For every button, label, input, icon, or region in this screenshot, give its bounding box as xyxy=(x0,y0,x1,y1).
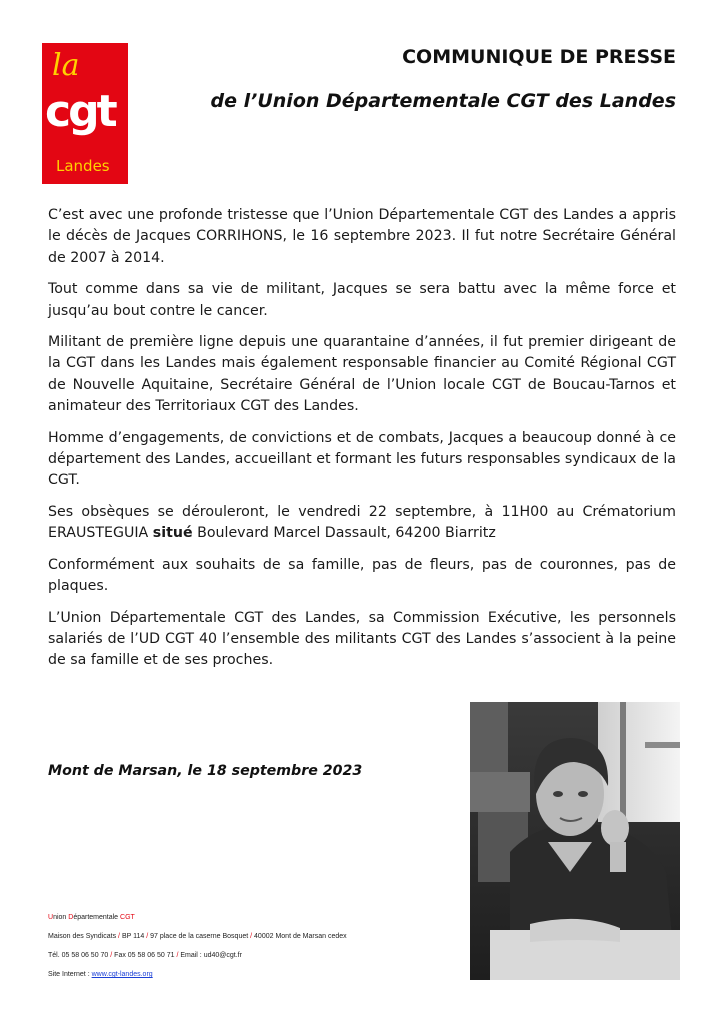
logo-landes-text: Landes xyxy=(56,157,110,175)
footer-website-line xyxy=(48,965,347,984)
funeral-text-a: Ses obsèques se dérouleront, le vendredi 22 septembre, à 11H00 au Crématorium ERAUSTEGUIA xyxy=(48,503,676,542)
org-cgt: CGT xyxy=(120,914,135,921)
website-label: Site Internet : xyxy=(48,971,92,978)
funeral-text-bold: situé xyxy=(152,525,193,542)
paragraph-condolences: L’Union Départementale CGT des Landes, sa Commission Exécutive, les personnels salariés de l’UD CGT 40 l’ensemble des militants CGT des Landes s’associent à la peine de sa famille et de ses proches. xyxy=(48,609,676,669)
separator: / xyxy=(176,952,179,959)
page-subtitle: de l’Union Départementale CGT des Landes xyxy=(210,90,676,112)
logo-cgt-text: cgt xyxy=(45,86,115,137)
org-initial-d: D xyxy=(68,914,74,921)
org-initial-u: U xyxy=(48,914,54,921)
dateline: Mont de Marsan, le 18 septembre 2023 xyxy=(48,763,363,779)
letterhead-footer xyxy=(48,908,347,984)
org-text-2: épartementale xyxy=(73,914,121,921)
address-part-1: Maison des Syndicats xyxy=(48,933,119,940)
separator: / xyxy=(146,933,149,940)
fax: Fax 05 58 06 50 71 xyxy=(112,952,177,959)
org-text-1: nion xyxy=(53,914,69,921)
paragraph-illness: Tout comme dans sa vie de militant, Jacques se sera battu avec la même force et jusqu’au bout contre le cancer. xyxy=(48,281,676,319)
telephone: Tél. 05 58 06 50 70 xyxy=(48,952,111,959)
separator: / xyxy=(110,952,113,959)
paragraph-announcement: C’est avec une profonde tristesse que l’Union Départementale CGT des Landes a appris le décès de Jacques CORRIHONS, le 16 septembre 2023. Il fut notre Secrétaire Général de 2007 à 2014. xyxy=(48,207,676,266)
footer-address-line xyxy=(48,927,347,946)
paragraph-career: Militant de première ligne depuis une quarantaine d’années, il fut premier dirigeant de la CGT dans les Landes mais également responsable financier au Comité Régional CGT de Nouvelle Aquitaine, Secrétaire Général de l’Union locale CGT de Boucau-Tarnos et animateur des Territoriaux CGT des Landes. xyxy=(48,334,676,415)
paragraph-wishes: Conformément aux souhaits de sa famille, pas de fleurs, pas de couronnes, pas de plaques. xyxy=(48,556,676,595)
cgt-landes-logo xyxy=(42,43,128,184)
press-release-body xyxy=(48,205,676,682)
website-link[interactable]: www.cgt-landes.org xyxy=(91,971,153,978)
address-part-2: BP 114 xyxy=(120,933,147,940)
address-part-3: 97 place de la caserne Bosquet xyxy=(148,933,251,940)
separator: / xyxy=(118,933,120,940)
address-part-4: 40002 Mont de Marsan cedex xyxy=(252,933,347,940)
portrait-illustration xyxy=(470,702,680,980)
portrait-photo xyxy=(470,702,680,980)
page-title: COMMUNIQUE DE PRESSE xyxy=(402,46,676,68)
footer-contact-line xyxy=(48,946,347,965)
paragraph-engagement: Homme d’engagements, de convictions et de combats, Jacques a beaucoup donné à ce département des Landes, accueillant et formant les futurs responsables syndicaux de la CGT. xyxy=(48,429,676,489)
separator: / xyxy=(250,933,253,940)
paragraph-funeral xyxy=(48,502,676,545)
funeral-text-b: Boulevard Marcel Dassault, 64200 Biarritz xyxy=(197,525,496,542)
footer-org-line xyxy=(48,908,347,927)
logo-la-text: la xyxy=(52,48,80,83)
email: Email : ud40@cgt.fr xyxy=(178,952,242,959)
